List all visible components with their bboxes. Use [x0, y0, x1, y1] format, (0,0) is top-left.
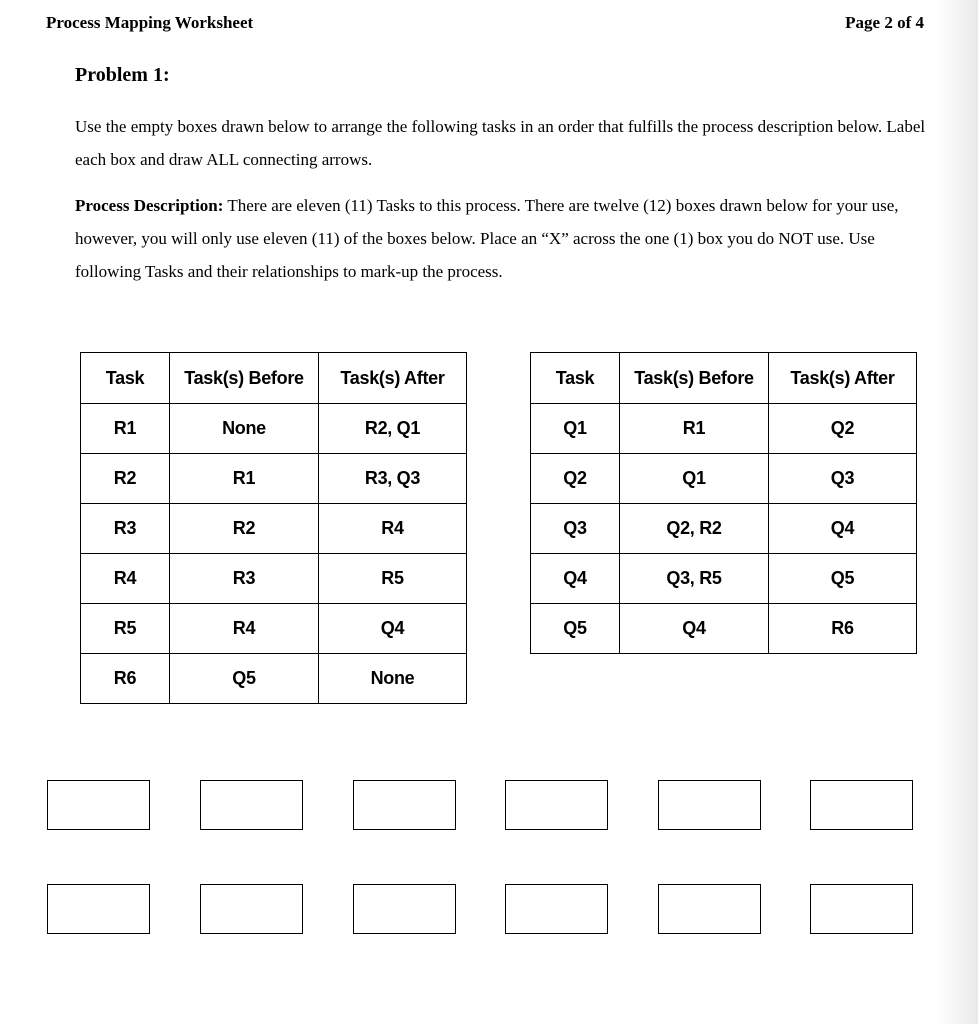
before-cell: Q3, R5: [620, 554, 769, 604]
task-cell: Q3: [531, 504, 620, 554]
worksheet-title: Process Mapping Worksheet: [46, 13, 254, 32]
process-description-label: Process Description:: [75, 196, 224, 215]
column-header-after: Task(s) After: [769, 353, 917, 404]
table-row: [81, 454, 467, 504]
after-cell: R4: [319, 504, 467, 554]
instructions-paragraph: Use the empty boxes drawn below to arrange the following tasks in an order that fulfills the process description below. Label each box and draw ALL connecting arrows.: [75, 117, 926, 169]
before-cell: Q2, R2: [620, 504, 769, 554]
before-cell: R4: [170, 604, 319, 654]
after-cell: Q3: [769, 454, 917, 504]
after-cell: R3, Q3: [319, 454, 467, 504]
task-cell: R4: [81, 554, 170, 604]
after-cell: R5: [319, 554, 467, 604]
column-header-before: Task(s) Before: [620, 353, 769, 404]
task-cell: Q5: [531, 604, 620, 654]
table-row: [81, 654, 467, 704]
task-cell: R3: [81, 504, 170, 554]
table-header-row: [81, 353, 467, 404]
after-cell: R6: [769, 604, 917, 654]
before-cell: Q4: [620, 604, 769, 654]
table-header-row: [531, 353, 917, 404]
before-cell: None: [170, 404, 319, 454]
page-number: Page 2 of 4: [845, 13, 924, 32]
process-description-paragraph: [75, 189, 945, 288]
empty-process-box[interactable]: [47, 780, 150, 830]
table-row: [531, 404, 917, 454]
after-cell: None: [319, 654, 467, 704]
before-cell: Q5: [170, 654, 319, 704]
table-row: [531, 454, 917, 504]
task-cell: R5: [81, 604, 170, 654]
table-row: [531, 604, 917, 654]
empty-process-box[interactable]: [505, 884, 608, 934]
column-header-before: Task(s) Before: [170, 353, 319, 404]
empty-process-box[interactable]: [47, 884, 150, 934]
task-cell: Q4: [531, 554, 620, 604]
column-header-after: Task(s) After: [319, 353, 467, 404]
empty-process-box[interactable]: [353, 780, 456, 830]
empty-process-box[interactable]: [200, 884, 303, 934]
table-row: [81, 604, 467, 654]
task-cell: Q1: [531, 404, 620, 454]
table-row: [81, 504, 467, 554]
table-row: [531, 554, 917, 604]
table-row: [81, 554, 467, 604]
after-cell: Q4: [319, 604, 467, 654]
empty-process-box[interactable]: [200, 780, 303, 830]
empty-process-box[interactable]: [658, 884, 761, 934]
table-row: [81, 404, 467, 454]
after-cell: R2, Q1: [319, 404, 467, 454]
empty-process-box[interactable]: [505, 780, 608, 830]
empty-process-box[interactable]: [810, 884, 913, 934]
before-cell: R3: [170, 554, 319, 604]
table-row: [531, 504, 917, 554]
after-cell: Q5: [769, 554, 917, 604]
q-task-table: [530, 352, 917, 654]
process-description-text: There are eleven (11) Tasks to this process. There are twelve (12) boxes drawn below for your use, however, you will only use eleven (11) of the boxes below. Place an “X” across the one (1) box you do NOT use. Use following Tasks and their relationships to mark-up the process.: [75, 196, 899, 281]
after-cell: Q2: [769, 404, 917, 454]
column-header-task: Task: [531, 353, 620, 404]
empty-process-box[interactable]: [658, 780, 761, 830]
empty-process-box[interactable]: [810, 780, 913, 830]
task-cell: R2: [81, 454, 170, 504]
before-cell: R1: [170, 454, 319, 504]
task-cell: R1: [81, 404, 170, 454]
empty-process-box[interactable]: [353, 884, 456, 934]
task-cell: Q2: [531, 454, 620, 504]
task-cell: R6: [81, 654, 170, 704]
before-cell: Q1: [620, 454, 769, 504]
before-cell: R1: [620, 404, 769, 454]
before-cell: R2: [170, 504, 319, 554]
after-cell: Q4: [769, 504, 917, 554]
r-task-table: [80, 352, 467, 704]
problem-heading: Problem 1:: [75, 64, 170, 86]
column-header-task: Task: [81, 353, 170, 404]
